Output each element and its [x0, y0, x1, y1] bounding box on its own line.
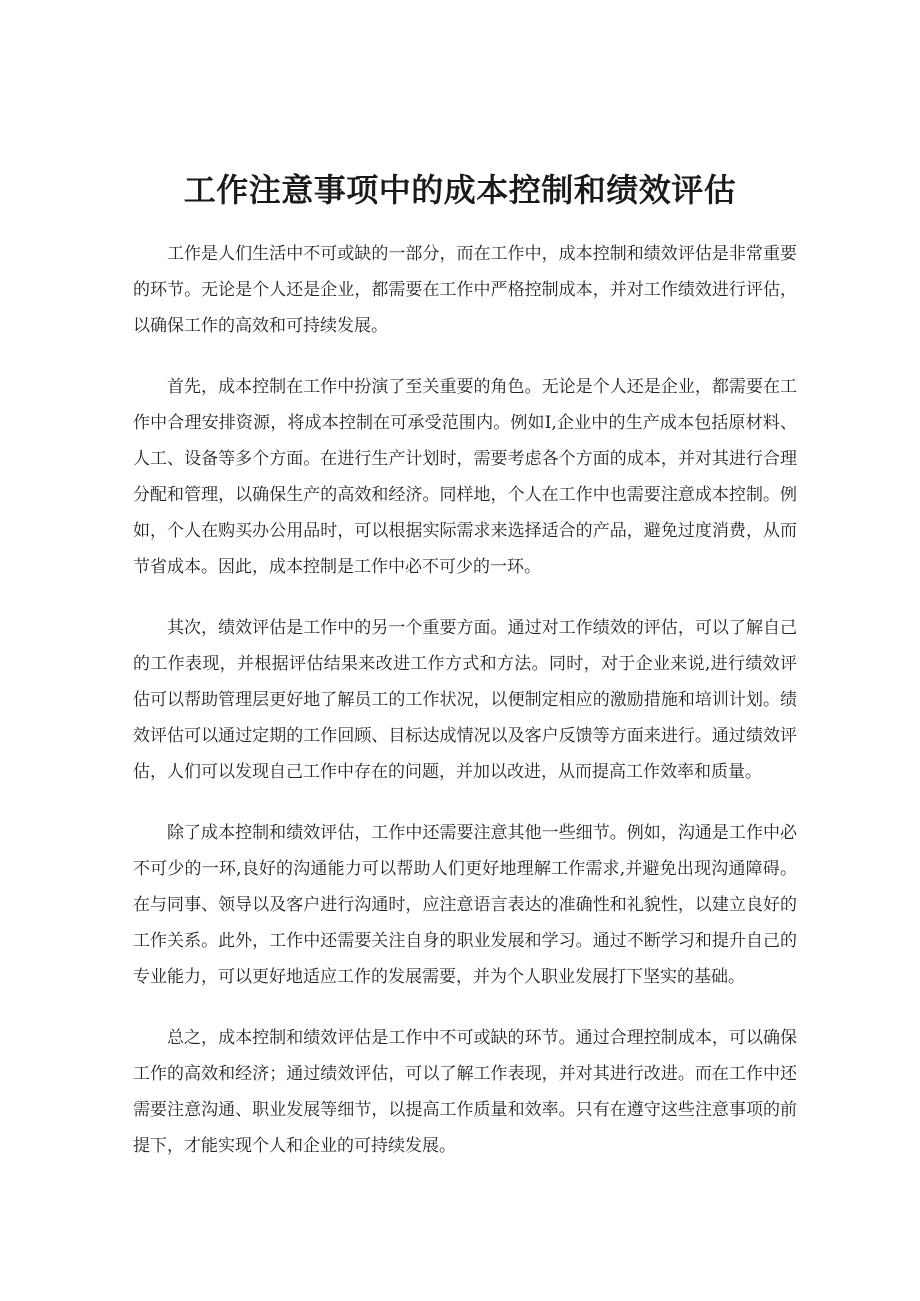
paragraph-intro: 工作是人们生活中不可或缺的一部分，而在工作中，成本控制和绩效评估是非常重要的环节。无论是个人还是企业，都需要在工作中严格控制成本，并对工作绩效进行评估，以确保工作的高效和可持续发展。 [133, 244, 797, 336]
paragraph-performance-evaluation: 其次，绩效评估是工作中的另一个重要方面。通过对工作绩效的评估，可以了解自己的工作表现，并根据评估结果来改进工作方式和方法。同时，对于企业来说,进行绩效评估可以帮助管理层更好地了解员工的工作状况，以便制定相应的激励措施和培训计划。绩效评估可以通过定期的工作回顾、目标达成情况以及客户反馈等方面来进行。通过绩效评估，人们可以发现自己工作中存在的问题，并加以改进，从而提高工作效率和质量。 [133, 618, 797, 782]
paragraph-cost-control: 首先，成本控制在工作中扮演了至关重要的角色。无论是个人还是企业，都需要在工作中合理安排资源，将成本控制在可承受范围内。例如I,企业中的生产成本包括原材料、人工、设备等多个方面。在进行生产计划时，需要考虑各个方面的成本，并对其进行合理分配和管理，以确保生产的高效和经济。同样地，个人在工作中也需要注意成本控制。例如，个人在购买办公用品时，可以根据实际需求来选择适合的产品，避免过度消费，从而节省成本。因此，成本控制是工作中必不可少的一环。 [133, 377, 797, 577]
paragraph-conclusion: 总之，成本控制和绩效评估是工作中不可或缺的环节。通过合理控制成本，可以确保工作的高效和经济；通过绩效评估，可以了解工作表现，并对其进行改进。而在工作中还需要注意沟通、职业发展等细节，以提高工作质量和效率。只有在遵守这些注意事项的前提下，才能实现个人和企业的可持续发展。 [133, 1028, 797, 1156]
paragraph-other-details: 除了成本控制和绩效评估，工作中还需要注意其他一些细节。例如，沟通是工作中必不可少的一环,良好的沟通能力可以帮助人们更好地理解工作需求,并避免出现沟通障碍。在与同事、领导以及客户进行沟通时，应注意语言表达的准确性和礼貌性，以建立良好的工作关系。此外，工作中还需要关注自身的职业发展和学习。通过不断学习和提升自己的专业能力，可以更好地适应工作的发展需要，并为个人职业发展打下坚实的基础。 [133, 823, 797, 987]
document-body [133, 236, 797, 1189]
document-title: 工作注意事项中的成本控制和绩效评估 [183, 171, 737, 209]
